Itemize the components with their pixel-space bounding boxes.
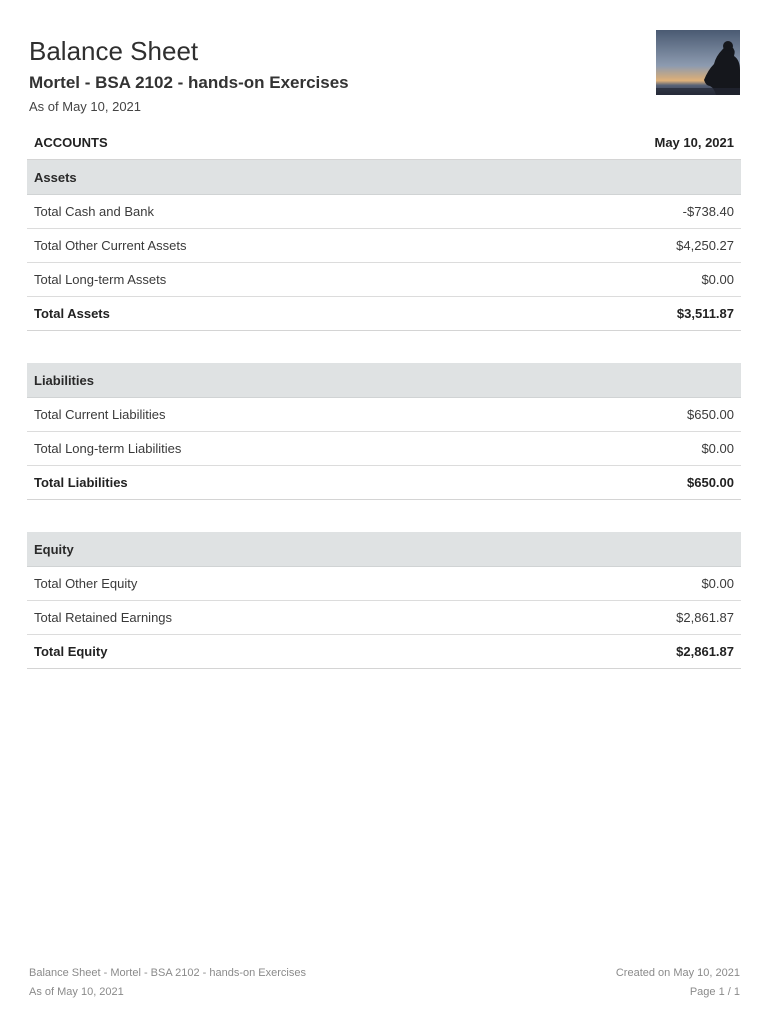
table-row <box>27 195 741 229</box>
total-liabilities-row <box>27 466 741 500</box>
table-row <box>27 263 741 297</box>
liabilities-section-header <box>27 363 741 398</box>
total-assets-row <box>27 297 741 331</box>
footer-left <box>29 964 306 1002</box>
account-name: Total Other Current Assets <box>34 238 187 253</box>
section-label: Assets <box>34 169 77 185</box>
assets-section-header <box>27 160 741 195</box>
company-name: Mortel - BSA 2102 - hands-on Exercises <box>29 73 349 92</box>
total-label: Total Assets <box>34 306 110 321</box>
account-name: Total Retained Earnings <box>34 610 173 625</box>
account-amount: -$738.40 <box>682 204 734 219</box>
table-row <box>27 432 741 466</box>
balance-sheet-table <box>27 126 741 669</box>
page-title: Balance Sheet <box>29 36 199 66</box>
table-row <box>27 398 741 432</box>
account-amount: $0.00 <box>701 441 734 456</box>
account-name: Total Long-term Assets <box>34 272 167 287</box>
account-name: Total Long-term Liabilities <box>34 441 182 456</box>
total-amount: $2,861.87 <box>676 644 734 659</box>
section-label: Equity <box>34 541 74 557</box>
total-amount: $3,511.87 <box>676 306 734 321</box>
section-spacer <box>27 331 741 363</box>
footer-right <box>616 964 740 1002</box>
footer-page-number: Page 1 / 1 <box>689 986 740 998</box>
account-amount: $650.00 <box>687 407 734 422</box>
account-amount: $2,861.87 <box>676 610 734 625</box>
total-amount: $650.00 <box>687 475 734 490</box>
footer-report-date: As of May 10, 2021 <box>29 986 124 998</box>
section-spacer <box>27 500 741 532</box>
logo-photo-icon <box>656 30 740 95</box>
table-row <box>27 229 741 263</box>
footer-created-date: Created on May 10, 2021 <box>615 967 740 979</box>
total-label: Total Liabilities <box>34 475 128 490</box>
account-name: Total Cash and Bank <box>34 204 154 219</box>
equity-section-header <box>27 532 741 567</box>
account-amount: $4,250.27 <box>676 238 734 253</box>
table-row <box>27 567 741 601</box>
account-amount: $0.00 <box>701 576 734 591</box>
account-amount: $0.00 <box>701 272 734 287</box>
accounts-column-header: ACCOUNTS <box>34 135 108 150</box>
table-header-row <box>27 126 741 160</box>
company-logo <box>656 30 740 95</box>
account-name: Total Current Liabilities <box>34 407 166 422</box>
account-name: Total Other Equity <box>34 576 138 591</box>
total-equity-row <box>27 635 741 669</box>
date-column-header: May 10, 2021 <box>654 135 734 150</box>
footer-report-title: Balance Sheet - Mortel - BSA 2102 - hands-on Exercises <box>29 967 306 979</box>
section-label: Liabilities <box>34 372 94 388</box>
report-date: As of May 10, 2021 <box>29 99 142 114</box>
report-header <box>29 34 629 116</box>
table-row <box>27 601 741 635</box>
total-label: Total Equity <box>34 644 108 659</box>
